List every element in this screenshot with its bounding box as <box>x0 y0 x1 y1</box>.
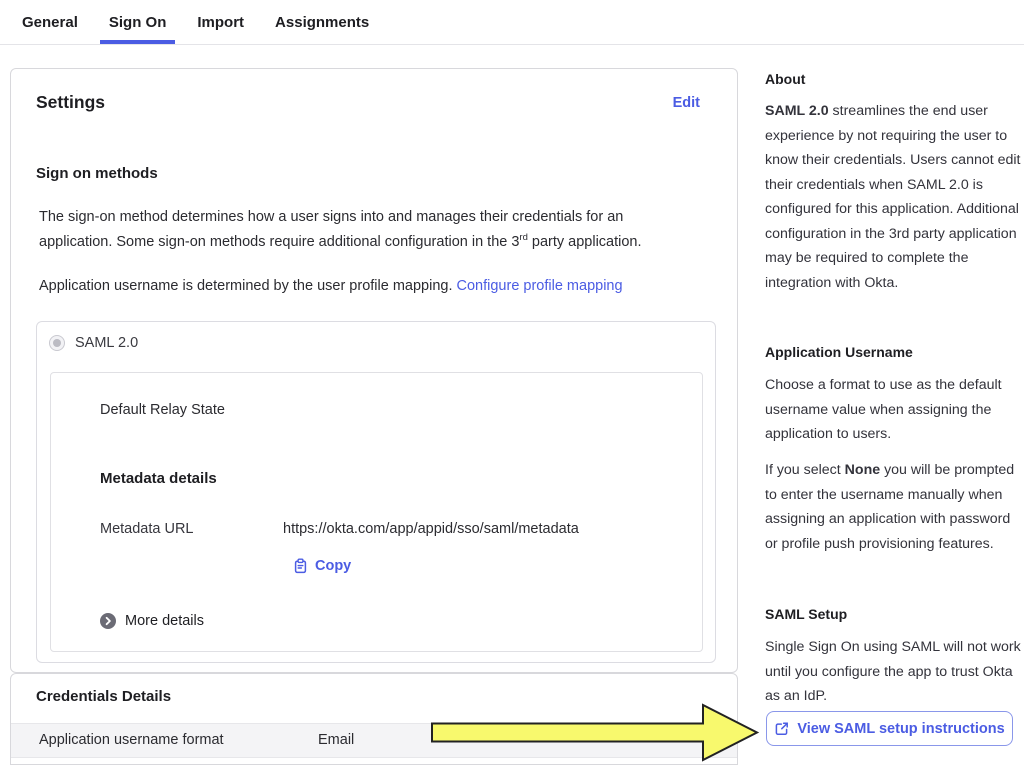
help-sidebar <box>765 0 1023 765</box>
desc-text: The sign-on method determines how a user signs into and manages their credentials for an application. Some sign-on methods require additional configuration in the 3 <box>39 209 624 250</box>
username-note-text: Application username is determined by the user profile mapping. <box>39 278 457 294</box>
copy-label: Copy <box>315 558 352 574</box>
credentials-card <box>10 673 738 765</box>
about-rest-text: streamlines the end user experience by not requiring the user to know their credentials. Users cannot edit their credentials when SAML 2.0 is configured for this application. Additional configuration in the 3rd party application may be required to complete the integration with Okta. <box>765 103 1021 291</box>
metadata-url-label: Metadata URL <box>100 521 194 537</box>
clipboard-icon <box>293 558 308 574</box>
desc-text-after: party application. <box>527 233 642 250</box>
tab-sign-on[interactable]: Sign On <box>100 0 176 44</box>
saml-setup-heading: SAML Setup <box>765 606 848 622</box>
application-username-paragraph-2 <box>765 458 1021 556</box>
au-p2-before: If you select <box>765 462 845 478</box>
settings-title: Settings <box>36 92 106 112</box>
saml-method-box <box>36 321 716 663</box>
saml-details-box <box>50 372 703 652</box>
sign-on-methods-heading: Sign on methods <box>36 165 158 182</box>
settings-card <box>10 68 738 673</box>
copy-metadata-url-button[interactable] <box>293 558 351 574</box>
au-p2-after: you will be prompted to enter the username manually when assigning an application with password or profile push provisioning features. <box>765 462 1015 552</box>
view-saml-setup-instructions-button[interactable] <box>766 711 1013 746</box>
about-bold-text: SAML 2.0 <box>765 103 829 119</box>
credentials-details-heading: Credentials Details <box>36 688 172 705</box>
application-username-format-label: Application username format <box>39 732 224 748</box>
edit-button[interactable]: Edit <box>672 95 700 111</box>
radio-dot <box>53 339 61 347</box>
chevron-right-circle-icon <box>100 613 116 629</box>
tab-general[interactable]: General <box>22 13 78 31</box>
external-link-icon <box>774 721 789 736</box>
default-relay-state-label: Default Relay State <box>100 402 225 418</box>
application-username-paragraph-1: Choose a format to use as the default username value when assigning the application to users. <box>765 377 1002 442</box>
application-username-format-value: Email <box>318 732 355 748</box>
saml-radio-label: SAML 2.0 <box>75 335 139 351</box>
view-saml-setup-instructions-label: View SAML setup instructions <box>797 720 1005 737</box>
more-details-label: More details <box>125 613 204 629</box>
sign-on-methods-description <box>39 205 694 254</box>
about-heading: About <box>765 71 806 87</box>
application-username-heading: Application Username <box>765 344 913 360</box>
tab-import[interactable]: Import <box>197 13 245 31</box>
metadata-url-value: https://okta.com/app/appid/sso/saml/metadata <box>283 521 579 537</box>
saml-radio-row[interactable] <box>49 335 138 351</box>
about-paragraph <box>765 99 1021 295</box>
metadata-details-heading: Metadata details <box>100 470 217 487</box>
none-bold-text: None <box>844 462 881 478</box>
application-username-note <box>39 274 699 299</box>
more-details-expander[interactable] <box>100 613 204 629</box>
tab-assignments[interactable]: Assignments <box>275 13 370 31</box>
ordinal-superscript: rd <box>519 231 528 243</box>
table-row <box>11 723 737 758</box>
saml-setup-paragraph: Single Sign On using SAML will not work until you configure the app to trust Okta as an IdP. <box>765 639 1021 704</box>
configure-profile-mapping-link[interactable]: Configure profile mapping <box>456 278 623 294</box>
radio-selected-icon[interactable] <box>49 335 65 351</box>
